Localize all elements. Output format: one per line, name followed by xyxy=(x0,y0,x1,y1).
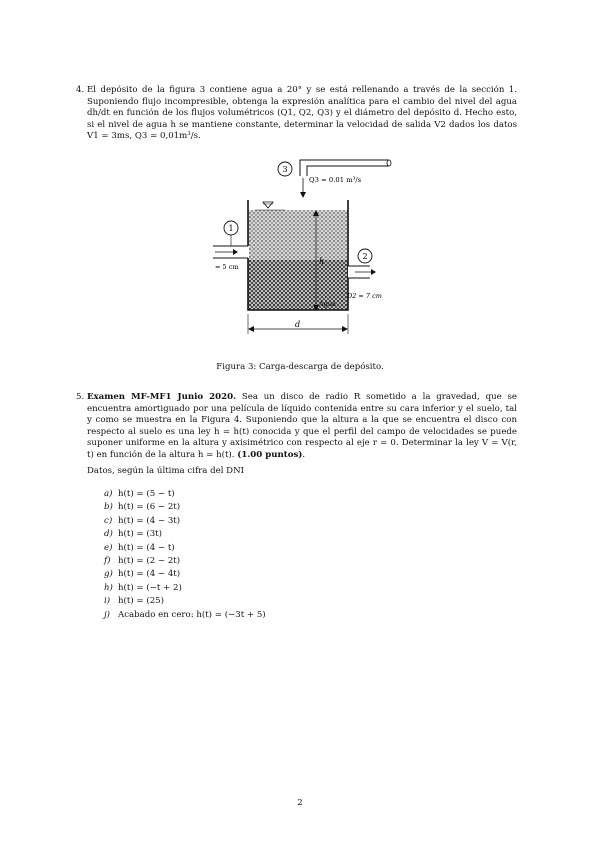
label-1: 1 xyxy=(228,224,234,233)
list-item: i) h(t) = (25) xyxy=(104,596,164,607)
problem-5: 5. Examen MF-MF1 Junio 2020. Sea un disco de radio R sometido a la gravedad, que se encuentra amortiguado por una película de líquido contenida entre su cara inferior y el suelo, tal y como se muestra en la Figura 4. Suponiendo que la altura a la que se encuentra el disco con respecto al suelo es una ley h = h(t) conocida y que el perfil del campo de velocidades se puede suponer uniforme en la altura y axisimétrico con respecto al eje r = 0. Determinar la ley V = V(r, t) en función de la altura h = h(t). (1.00 puntos). Datos, según la última cifra del DNI xyxy=(76,392,517,476)
problem-4 xyxy=(76,85,517,143)
label-3: 3 xyxy=(282,165,288,174)
list-item: e) h(t) = (4 − t) xyxy=(104,542,175,553)
list-item: j) Acabado en cero: h(t) = (−3t + 5) xyxy=(104,609,266,620)
list-item: g) h(t) = (4 − 4t) xyxy=(104,569,181,580)
h-label: h xyxy=(319,257,325,266)
list-item: b) h(t) = (6 − 2t) xyxy=(104,502,181,513)
list-item: f) h(t) = (2 − 2t) xyxy=(104,555,181,566)
list-item: c) h(t) = (4 − 3t) xyxy=(104,515,181,526)
d2-label: D2 = 7 cm xyxy=(347,292,382,300)
data-intro: Datos, según la última cifra del DNI xyxy=(87,465,244,476)
d1-label: = 5 cm xyxy=(215,263,239,271)
page-number: 2 xyxy=(297,798,303,808)
tank-diagram xyxy=(205,152,405,352)
problem-5-number: 5. xyxy=(76,392,85,402)
options-list xyxy=(104,488,266,622)
water-label: Agua xyxy=(319,300,336,308)
list-item: d) h(t) = (3t) xyxy=(104,529,162,540)
figure-caption: Figura 3: Carga-descarga de depósito. xyxy=(216,362,384,372)
problem-4-text: El depósito de la figura 3 contiene agua a 20° y se está rellenando a través de la sección 1. Suponiendo flujo incompresible, obtenga la expresión analítica para el cambio del nivel del agua dh/dt en función de los flujos volumétricos (Q1, Q2, Q3) y el diámetro del depósito d. Hecho esto, si el nivel de agua h se mantiene constante, determinar la velocidad de salida V2 dados los datos V1 = 3ms, Q3 = 0,01m³/s. xyxy=(87,85,517,142)
list-item: h) h(t) = (−t + 2) xyxy=(104,582,182,593)
label-2: 2 xyxy=(362,252,368,261)
list-item: a) h(t) = (5 − t) xyxy=(104,489,175,499)
tank-figure xyxy=(205,152,405,352)
water-level-icon xyxy=(263,202,273,208)
q3-label: Q3 = 0.01 m³/s xyxy=(309,176,362,184)
problem-5-points: (1.00 puntos) xyxy=(237,449,303,460)
problem-5-text: Sea un disco de radio R sometido a la gravedad, que se encuentra amortiguado por una película de líquido contenida entre su cara inferior y el suelo, tal y como se muestra en la Figura 4. Suponiendo que la altura a la que se encuentra el disco con respecto al suelo es una ley h = h(t) conocida y que el perfil del campo de velocidades se puede suponer uniforme en la altura y axisimétrico con respecto al eje r = 0. Determinar la ley V = V(r, t) en función de la altura h = h(t). xyxy=(87,392,517,460)
d-label: d xyxy=(295,320,301,329)
problem-4-number: 4. xyxy=(76,85,85,95)
problem-5-title: Examen MF-MF1 Junio 2020. xyxy=(87,392,237,402)
